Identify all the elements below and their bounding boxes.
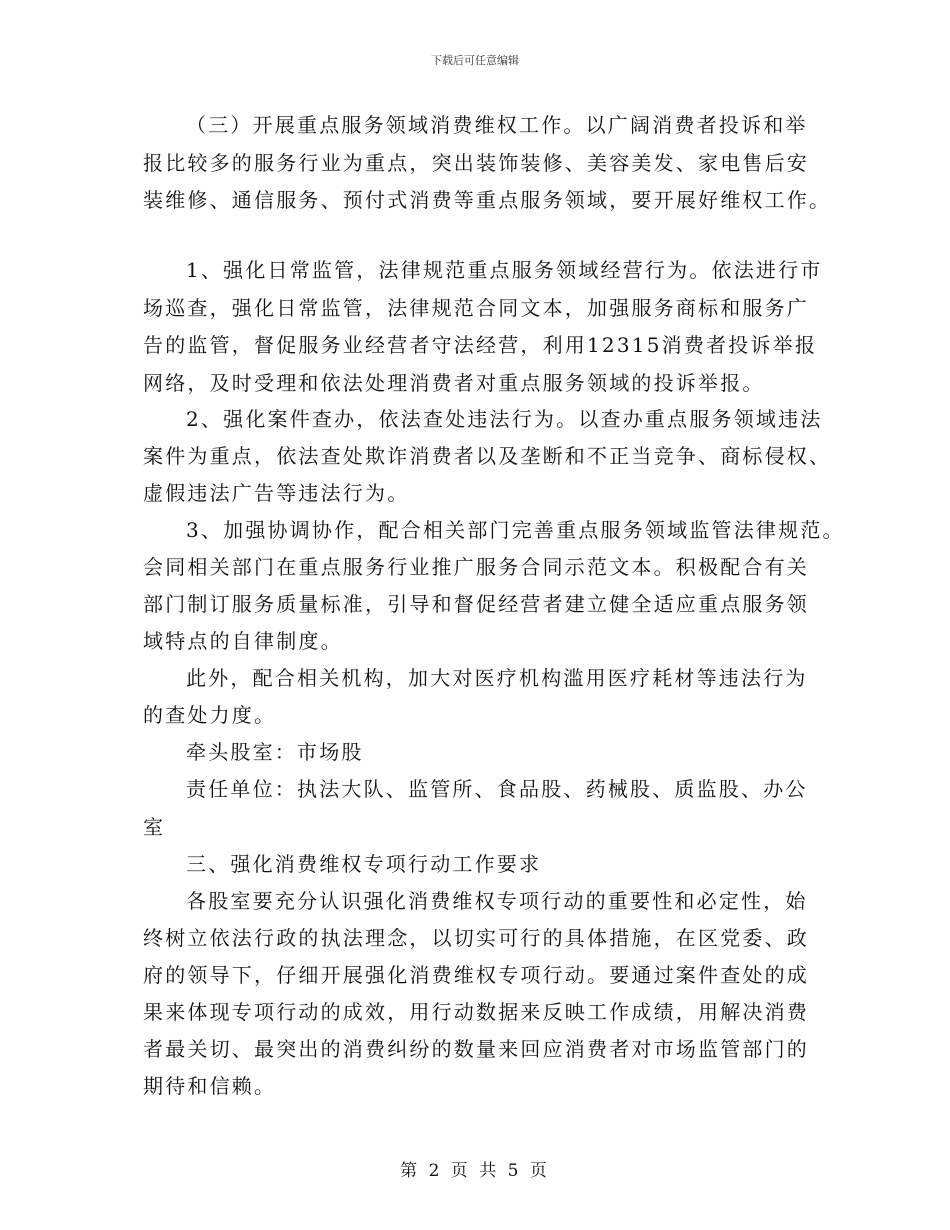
paragraph-line: 的查处力度。 <box>143 703 277 727</box>
page-number-footer: 第 2 页 共 5 页 <box>400 1161 550 1181</box>
paragraph-line: 虚假违法广告等违法行为。 <box>143 481 410 505</box>
paragraph-line: 2、强化案件查办，依法查处违法行为。以查办重点服务领域违法 <box>186 407 823 431</box>
paragraph-line: 者最关切、最突出的消费纠纷的数量来回应消费者对市场监管部门的 <box>143 1037 809 1061</box>
paragraph-line: 室 <box>143 815 166 839</box>
paragraph-line: 牵头股室：市场股 <box>186 740 364 764</box>
paragraph-line: 1、强化日常监管，法律规范重点服务领域经营行为。依法进行市 <box>186 258 823 282</box>
paragraph-line: 终树立依法行政的执法理念，以切实可行的具体措施，在区党委、政 <box>143 926 809 950</box>
paragraph-line: 3、加强协调协作，配合相关部门完善重点服务领域监管法律规范。 <box>186 518 845 542</box>
paragraph-line: 装维修、通信服务、预付式消费等重点服务领域，要开展好维权工作。 <box>143 188 832 212</box>
paragraph-line: （三）开展重点服务领域消费维权工作。以广阔消费者投诉和举 <box>186 113 808 137</box>
paragraph-line: 会同相关部门在重点服务行业推广服务合同示范文本。积极配合有关 <box>143 555 809 579</box>
paragraph-line: 网络，及时受理和依法处理消费者对重点服务领域的投诉举报。 <box>143 371 765 395</box>
paragraph-line: 此外，配合相关机构，加大对医疗机构滥用医疗耗材等违法行为 <box>186 666 808 690</box>
paragraph-line: 期待和信赖。 <box>143 1074 277 1098</box>
paragraph-line: 责任单位：执法大队、监管所、食品股、药械股、质监股、办公 <box>186 777 808 801</box>
paragraph-line: 案件为重点，依法查处欺诈消费者以及垄断和不正当竞争、商标侵权、 <box>143 444 832 468</box>
section-heading: 三、强化消费维权专项行动工作要求 <box>186 852 542 876</box>
paragraph-line: 各股室要充分认识强化消费维权专项行动的重要性和必定性，始 <box>186 889 808 913</box>
page-header-note: 下载后可任意编辑 <box>431 54 519 67</box>
paragraph-line: 告的监管，督促服务业经营者守法经营，利用12315消费者投诉举报 <box>143 333 818 357</box>
paragraph-line: 场巡查，强化日常监管，法律规范合同文本，加强服务商标和服务广 <box>143 296 809 320</box>
paragraph-line: 果来体现专项行动的成效，用行动数据来反映工作成绩，用解决消费 <box>143 1000 809 1024</box>
paragraph-line: 域特点的自律制度。 <box>143 629 343 653</box>
paragraph-line: 府的领导下，仔细开展强化消费维权专项行动。要通过案件查处的成 <box>143 963 809 987</box>
paragraph-line: 报比较多的服务行业为重点，突出装饰装修、美容美发、家电售后安 <box>143 151 809 175</box>
paragraph-line: 部门制订服务质量标准，引导和督促经营者建立健全适应重点服务领 <box>143 592 809 616</box>
